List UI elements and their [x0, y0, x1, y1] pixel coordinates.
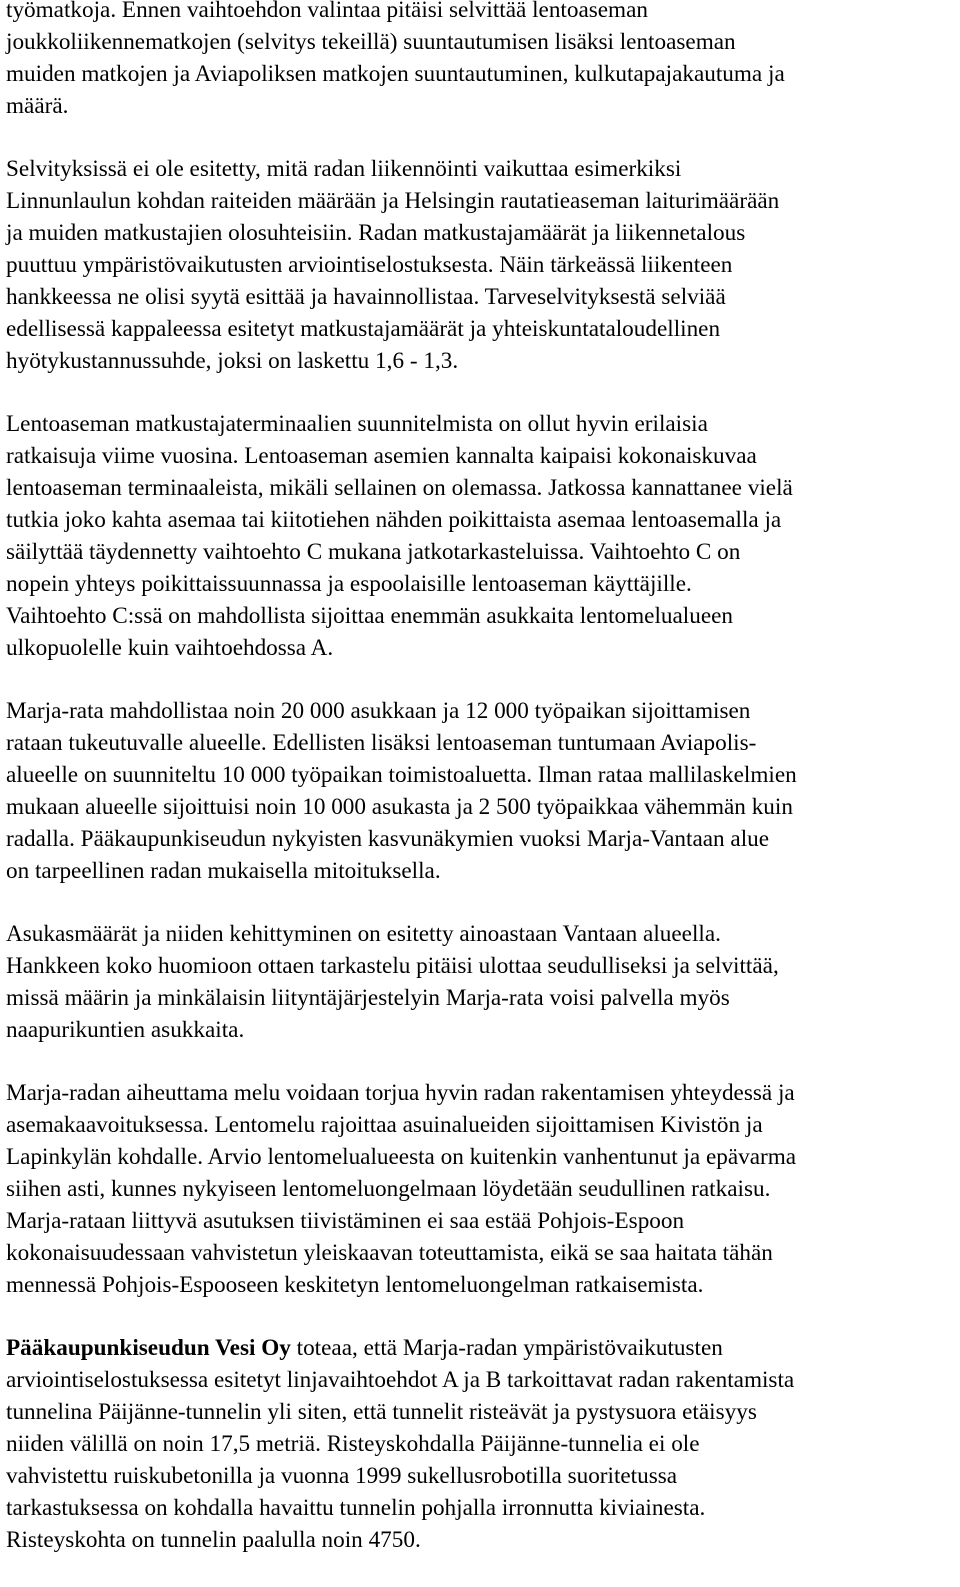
text-line: radalla. Pääkaupunkiseudun nykyisten kasvunäkymien vuoksi Marja-Vantaan alue — [6, 826, 770, 852]
paragraph-5 — [6, 918, 956, 1046]
paragraph-2 — [6, 153, 956, 377]
text-line: työmatkoja. Ennen vaihtoehdon valintaa pitäisi selvittää lentoaseman — [6, 0, 648, 23]
document-page — [6, 0, 956, 1587]
text-line: muiden matkojen ja Aviapoliksen matkojen suuntautuminen, kulkutapajakautuma ja — [6, 61, 785, 87]
text-line: Hankkeen koko huomioon ottaen tarkastelu pitäisi ulottaa seudulliseksi ja selvittää, — [6, 953, 779, 979]
text-line: rataan tukeutuvalle alueelle. Edellisten lisäksi lentoaseman tuntumaan Aviapolis- — [6, 730, 757, 756]
text-line: Lapinkylän kohdalle. Arvio lentomelualueesta on kuitenkin vanhentunut ja epävarma — [6, 1144, 797, 1170]
text-line: mukaan alueelle sijoittuisi noin 10 000 asukasta ja 2 500 työpaikkaa vähemmän kuin — [6, 794, 793, 820]
text-line: niiden välillä on noin 17,5 metriä. Risteyskohdalla Päijänne-tunnelia ei ole — [6, 1431, 700, 1457]
text-line: Linnunlaulun kohdan raiteiden määrään ja Helsingin rautatieaseman laiturimäärään — [6, 188, 780, 214]
text-fragment: toteaa, että Marja-radan ympäristövaikutusten — [290, 1335, 723, 1361]
text-line: kokonaisuudessaan vahvistetun yleiskaavan toteuttamista, eikä se saa haitata tähän — [6, 1240, 773, 1266]
text-line — [6, 1332, 956, 1364]
paragraph-4 — [6, 695, 956, 887]
text-line: edellisessä kappaleessa esitetyt matkustajamäärät ja yhteiskuntataloudellinen — [6, 316, 721, 342]
text-line: tarkastuksessa on kohdalla havaittu tunnelin pohjalla irronnutta kiviainesta. — [6, 1495, 706, 1521]
text-line: hankkeessa ne olisi syytä esittää ja havainnollistaa. Tarveselvityksestä selviää — [6, 284, 726, 310]
text-line: alueelle on suunniteltu 10 000 työpaikan toimistoaluetta. Ilman rataa mallilaskelmien — [6, 762, 797, 788]
text-line: ulkopuolelle kuin vaihtoehdossa A. — [6, 635, 334, 661]
text-line: Selvityksissä ei ole esitetty, mitä radan liikennöinti vaikuttaa esimerkiksi — [6, 156, 682, 182]
organization-name: Pääkaupunkiseudun Vesi Oy — [6, 1335, 291, 1361]
text-line: vahvistettu ruiskubetonilla ja vuonna 1999 sukellusrobotilla suoritetussa — [6, 1463, 678, 1489]
text-line: määrä. — [6, 93, 69, 119]
text-line: naapurikuntien asukkaita. — [6, 1017, 245, 1043]
text-line: joukkoliikennematkojen (selvitys tekeillä) suuntautumisen lisäksi lentoaseman — [6, 29, 736, 55]
text-line: säilyttää täydennetty vaihtoehto C mukana jatkotarkasteluissa. Vaihtoehto C on — [6, 539, 741, 565]
text-line: Marja-rataan liittyvä asutuksen tiivistäminen ei saa estää Pohjois-Espoon — [6, 1208, 685, 1234]
text-line: nopein yhteys poikittaissuunnassa ja espoolaisille lentoaseman käyttäjille. — [6, 571, 692, 597]
text-line: Risteyskohta on tunnelin paalulla noin 4750. — [6, 1527, 421, 1553]
text-line: arviointiselostuksessa esitetyt linjavaihtoehdot A ja B tarkoittavat radan rakentamista — [6, 1367, 795, 1393]
text-line: tutkia joko kahta asemaa tai kiitotiehen nähden poikittaista asemaa lentoasemalla ja — [6, 507, 782, 533]
text-line: hyötykustannussuhde, joksi on laskettu 1,6 - 1,3. — [6, 348, 459, 374]
text-line: ratkaisuja viime vuosina. Lentoaseman asemien kannalta kaipaisi kokonaiskuvaa — [6, 443, 757, 469]
text-line: Vaihtoehto C:ssä on mahdollista sijoittaa enemmän asukkaita lentomelualueen — [6, 603, 734, 629]
paragraph-7 — [6, 1332, 956, 1556]
text-line: on tarpeellinen radan mukaisella mitoituksella. — [6, 858, 441, 884]
text-line: lentoaseman terminaaleista, mikäli sellainen on olemassa. Jatkossa kannattanee vielä — [6, 475, 793, 501]
text-line: puuttuu ympäristövaikutusten arviointiselostuksesta. Näin tärkeässä liikenteen — [6, 252, 733, 278]
text-line: tunnelina Päijänne-tunnelin yli siten, että tunnelit risteävät ja pystysuora etäisyys — [6, 1399, 757, 1425]
text-line: Marja-rata mahdollistaa noin 20 000 asukkaan ja 12 000 työpaikan sijoittamisen — [6, 698, 751, 724]
paragraph-3 — [6, 408, 956, 664]
text-line: ja muiden matkustajien olosuhteisiin. Radan matkustajamäärät ja liikennetalous — [6, 220, 746, 246]
text-line: Marja-radan aiheuttama melu voidaan torjua hyvin radan rakentamisen yhteydessä ja — [6, 1080, 795, 1106]
text-line: siihen asti, kunnes nykyiseen lentomeluongelmaan löydetään seudullinen ratkaisu. — [6, 1176, 771, 1202]
text-line: Lentoaseman matkustajaterminaalien suunnitelmista on ollut hyvin erilaisia — [6, 411, 708, 437]
text-line: Asukasmäärät ja niiden kehittyminen on esitetty ainoastaan Vantaan alueella. — [6, 921, 721, 947]
paragraph-1 — [6, 0, 956, 122]
text-line: mennessä Pohjois-Espooseen keskitetyn lentomeluongelman ratkaisemista. — [6, 1272, 704, 1298]
text-line: missä määrin ja minkälaisin liityntäjärjestelyin Marja-rata voisi palvella myös — [6, 985, 730, 1011]
text-line: asemakaavoituksessa. Lentomelu rajoittaa asuinalueiden sijoittamisen Kivistön ja — [6, 1112, 763, 1138]
paragraph-6 — [6, 1077, 956, 1301]
